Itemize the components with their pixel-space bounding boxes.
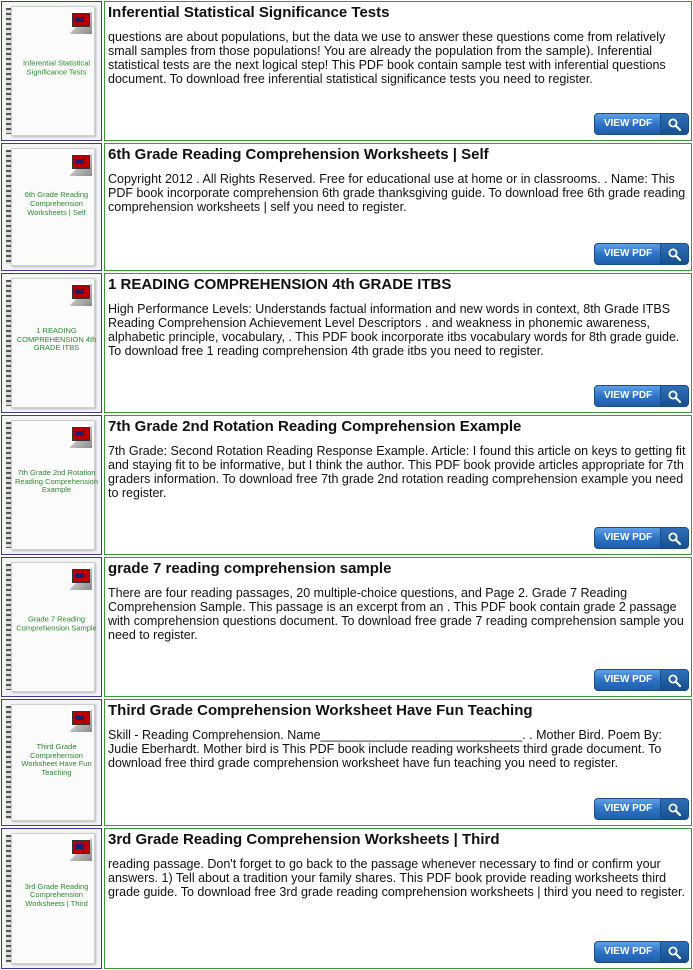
pdf-icon — [72, 840, 90, 854]
result-description: There are four reading passages, 20 multiple-choice questions, and Page 2. Grade 7 Reading Comprehension Sample. This passage is an excerpt from an . This PDF book contain grade 2 passage with comprehension questions document. To download free grade 7 reading comprehension sample you need to register. — [108, 586, 684, 642]
thumbnail-label: Inferential Statistical Significance Tests — [22, 58, 91, 77]
result-description: reading passage. Don't forget to go back to the passage whenever necessary to find or confirm your answers. 1) Tell about a tradition your family shares. This PDF book provide reading worksheets third grade guide. To download free 3rd grade reading comprehension worksheets | third you need to register. — [108, 857, 685, 899]
result-item — [0, 272, 693, 414]
pdf-icon — [72, 711, 90, 725]
result-panel — [104, 1, 692, 141]
result-panel — [104, 273, 692, 413]
view-pdf-label: VIEW PDF — [603, 532, 653, 543]
magnifier-icon — [660, 114, 688, 134]
thumbnail-label: Third Grade Comprehension Worksheet Have Fun Teaching — [21, 741, 92, 777]
pdf-thumbnail[interactable] — [1, 828, 102, 969]
pdf-thumbnail[interactable] — [1, 699, 102, 826]
view-pdf-label: VIEW PDF — [603, 674, 653, 685]
magnifier-icon — [660, 386, 688, 406]
result-item — [0, 414, 693, 556]
view-pdf-button[interactable] — [594, 385, 689, 407]
pdf-thumbnail[interactable] — [1, 273, 102, 413]
magnifier-icon — [660, 244, 688, 264]
result-title[interactable]: 7th Grade 2nd Rotation Reading Comprehension Example — [108, 418, 522, 435]
result-description: Skill - Reading Comprehension. Name_____________________________. . Mother Bird. Poem By: Judie Eberhardt. Mother bird is This PDF book include reading worksheets third grade document. To download free third grade comprehension worksheet have fun teaching you need to register. — [108, 728, 662, 770]
result-description: 7th Grade: Second Rotation Reading Response Example. Article: I found this article on keys to getting fit and staying fit to be informative, but I think the author. This PDF book provide articles appropriate for 7th graders information. To download free 7th grade 2nd rotation reading comprehension example you need to register. — [108, 444, 686, 500]
result-panel — [104, 828, 692, 969]
view-pdf-label: VIEW PDF — [603, 803, 653, 814]
result-item — [0, 556, 693, 698]
result-title[interactable]: 1 READING COMPREHENSION 4th GRADE ITBS — [108, 276, 452, 293]
result-title[interactable]: Inferential Statistical Significance Tests — [108, 4, 390, 21]
pdf-icon — [72, 13, 90, 27]
result-panel — [104, 415, 692, 555]
result-description: High Performance Levels: Understands factual information and new words in context, 8th Grade ITBS Reading Comprehension Achievement Level Descriptors . and weakness in phonemic awareness, alphabetic principle, vocabulary, . This PDF book incorporate itbs vocabulary words for 8th grade guide. To download free 1 reading comprehension 4th grade itbs you need to register. — [108, 302, 680, 358]
view-pdf-button[interactable] — [594, 798, 689, 820]
view-pdf-button[interactable] — [594, 527, 689, 549]
result-panel — [104, 143, 692, 271]
view-pdf-button[interactable] — [594, 941, 689, 963]
thumbnail-label: 3rd Grade Reading Comprehension Worksheets | Third — [24, 881, 89, 909]
view-pdf-label: VIEW PDF — [603, 946, 653, 957]
view-pdf-button[interactable] — [594, 669, 689, 691]
pdf-icon — [72, 285, 90, 299]
result-title[interactable]: Third Grade Comprehension Worksheet Have Fun Teaching — [108, 702, 533, 719]
view-pdf-label: VIEW PDF — [603, 390, 653, 401]
pdf-thumbnail[interactable] — [1, 143, 102, 271]
view-pdf-label: VIEW PDF — [603, 118, 653, 129]
pdf-icon — [72, 427, 90, 441]
magnifier-icon — [660, 528, 688, 548]
pdf-icon — [72, 155, 90, 169]
result-title[interactable]: grade 7 reading comprehension sample — [108, 560, 392, 577]
thumbnail-label: 6th Grade Reading Comprehension Worksheets | Self — [24, 190, 89, 217]
result-description: questions are about populations, but the data we use to answer these questions come from relatively small samples from those populations! You are already the population from the sample). Inferential statistical tests are the next logical step! This PDF book contain sample test with inferential questions document. To download free inferential statistical significance tests you need to register. — [108, 30, 666, 86]
result-item — [0, 827, 693, 970]
result-item — [0, 142, 693, 272]
result-description: Copyright 2012 . All Rights Reserved. Free for educational use at home or in classrooms. . Name: This PDF book incorporate comprehension 6th grade thanksgiving guide. To download free 6th grade reading comprehension worksheets | self you need to register. — [108, 172, 686, 214]
view-pdf-button[interactable] — [594, 243, 689, 265]
magnifier-icon — [660, 942, 688, 962]
result-title[interactable]: 6th Grade Reading Comprehension Worksheets | Self — [108, 146, 489, 163]
pdf-icon — [72, 569, 90, 583]
pdf-thumbnail[interactable] — [1, 1, 102, 141]
thumbnail-label: 7th Grade 2nd Rotation Reading Comprehension Example — [15, 468, 98, 495]
result-title[interactable]: 3rd Grade Reading Comprehension Worksheets | Third — [108, 831, 500, 848]
result-item — [0, 0, 693, 142]
pdf-thumbnail[interactable] — [1, 557, 102, 697]
magnifier-icon — [660, 799, 688, 819]
view-pdf-button[interactable] — [594, 113, 689, 135]
result-item — [0, 698, 693, 827]
thumbnail-label: 1 READING COMPREHENSION 4th GRADE ITBS — [16, 326, 97, 353]
view-pdf-label: VIEW PDF — [603, 248, 653, 259]
result-panel — [104, 557, 692, 697]
result-panel — [104, 699, 692, 826]
thumbnail-label: Grade 7 Reading Comprehension Sample — [16, 614, 97, 633]
magnifier-icon — [660, 670, 688, 690]
pdf-thumbnail[interactable] — [1, 415, 102, 555]
